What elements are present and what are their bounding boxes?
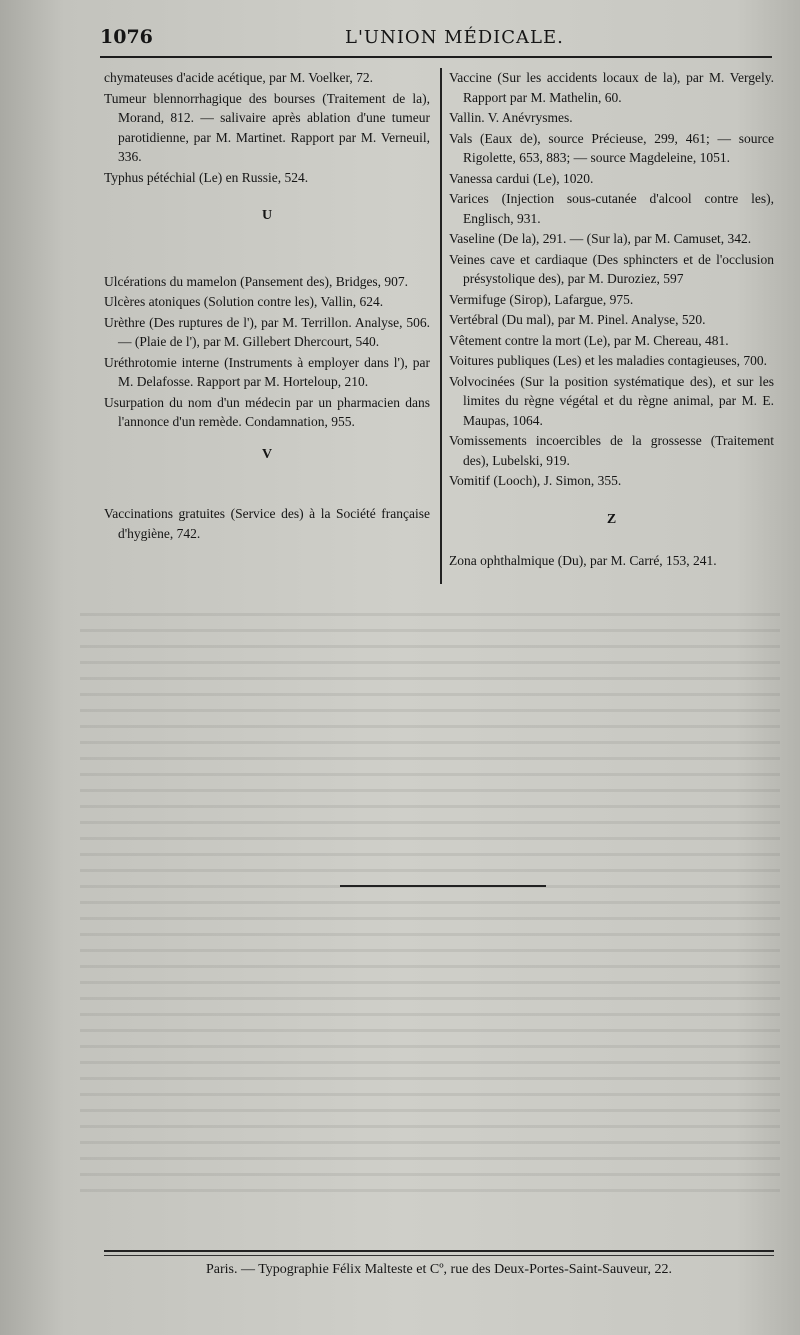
index-entry: Usurpation du nom d'un médecin par un pharmacien dans l'annonce d'un remède. Condamnation, 955.	[104, 394, 430, 429]
index-entry: Vêtement contre la mort (Le), par M. Chereau, 481.	[449, 332, 729, 348]
section-letter-v: V	[261, 446, 273, 462]
section-letter-z: Z	[606, 511, 617, 527]
footer-rule-thin	[104, 1255, 774, 1256]
page-number: 1076	[100, 26, 153, 48]
header-rule	[100, 56, 772, 58]
section-letter-u: U	[261, 208, 273, 223]
journal-title: L'UNION MÉDICALE.	[345, 27, 564, 48]
index-entry: Urèthre (Des ruptures de l'), par M. Terrillon. Analyse, 506. — (Plaie de l'), par M. Gillebert Dhercourt, 540.	[104, 314, 430, 349]
index-entry: Vanessa cardui (Le), 1020.	[449, 170, 594, 186]
index-entry: Tumeur blennorrhagique des bourses (Traitement de la), Morand, 812. — salivaire après ablation d'une tumeur parotidienne, par M. Martinet. Rapport par M. Verneuil, 336.	[104, 90, 430, 164]
index-entry: Voitures publiques (Les) et les maladies contagieuses, 700.	[449, 353, 768, 368]
index-entry: Volvocinées (Sur la position systématique des), et sur les limites du règne végétal et du règne animal, par M. E. Maupas, 1064.	[449, 373, 774, 428]
index-entry: Vertébral (Du mal), par M. Pinel. Analyse, 520.	[449, 312, 706, 327]
index-entry: Vomitif (Looch), J. Simon, 355.	[449, 473, 622, 488]
column-divider	[440, 68, 442, 584]
index-entry: Vaccine (Sur les accidents locaux de la), par M. Vergely. Rapport par M. Mathelin, 60.	[449, 70, 774, 105]
index-entry: Uréthrotomie interne (Instruments à employer dans l'), par M. Delafosse. Rapport par M. Horteloup, 210.	[104, 354, 430, 389]
index-entry: Vallin. V. Anévrysmes.	[449, 110, 573, 125]
index-entry: Zona ophthalmique (Du), par M. Carré, 153, 241.	[449, 553, 717, 568]
left-column	[104, 68, 430, 544]
index-entry: Ulcérations du mamelon (Pansement des), Bridges, 907.	[104, 273, 409, 289]
index-entry: Ulcères atoniques (Solution contre les), Vallin, 624.	[104, 294, 384, 309]
footer-rule-thick	[104, 1250, 774, 1252]
index-entry: Varices (Injection sous-cutanée d'alcool contre les), Englisch, 931.	[449, 191, 774, 226]
index-entry: Vaseline (De la), 291. — (Sur la), par M. Camuset, 342.	[449, 231, 752, 246]
index-entry: chymateuses d'acide acétique, par M. Voelker, 72.	[104, 70, 374, 85]
index-entry: Vaccinations gratuites (Service des) à la Société française d'hygiène, 742.	[104, 506, 430, 541]
index-entry: Vomissements incoercibles de la grossesse (Traitement des), Lubelski, 919.	[449, 433, 774, 468]
printer-imprint: Paris. — Typographie Félix Malteste et Cº, rue des Deux-Portes-Saint-Sauveur, 22.	[205, 1262, 672, 1277]
show-through-text	[80, 600, 780, 1200]
index-entry: Vermifuge (Sirop), Lafargue, 975.	[449, 291, 634, 307]
index-entry: Veines cave et cardiaque (Des sphincters et de l'occlusion présystolique des), par M. Duroziez, 597	[449, 251, 774, 286]
index-entry: Vals (Eaux de), source Précieuse, 299, 461; — source Rigolette, 653, 883; — source Magdeleine, 1051.	[449, 130, 774, 165]
right-column	[449, 68, 774, 572]
show-through-rule	[340, 885, 546, 887]
index-entry: Typhus pétéchial (Le) en Russie, 524.	[104, 169, 309, 185]
